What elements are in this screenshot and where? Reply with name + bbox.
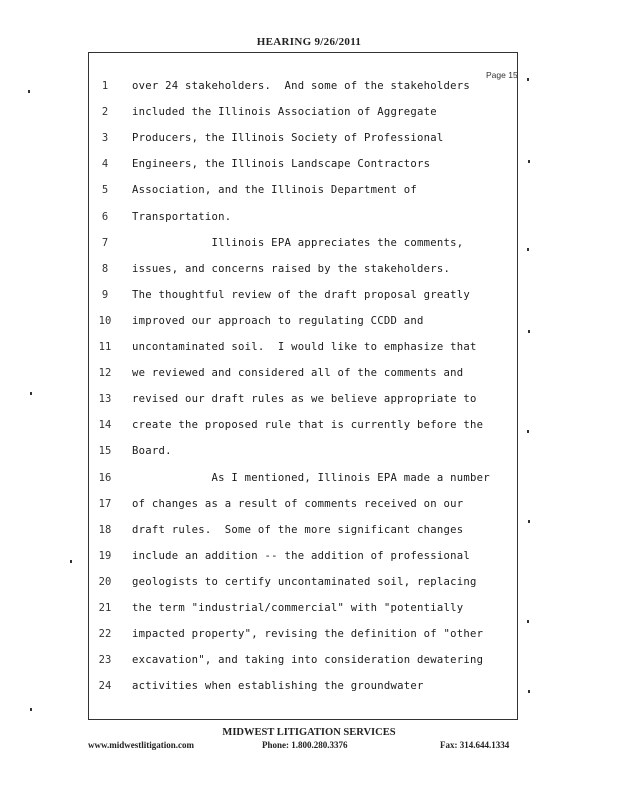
scan-speck xyxy=(527,78,529,81)
transcript-line: Transportation. xyxy=(132,210,232,223)
line-number: 16 xyxy=(98,471,112,484)
footer-fax: Fax: 314.644.1334 xyxy=(440,740,510,750)
transcript-line: create the proposed rule that is currently before the xyxy=(132,419,484,432)
line-number: 23 xyxy=(98,654,112,667)
line-number: 17 xyxy=(98,497,112,510)
line-number: 7 xyxy=(101,236,109,249)
line-number: 14 xyxy=(98,419,112,432)
line-number: 8 xyxy=(101,262,109,275)
line-number: 24 xyxy=(98,680,112,693)
scan-speck xyxy=(527,248,529,251)
line-number: 18 xyxy=(98,523,112,536)
line-number: 12 xyxy=(98,367,112,380)
line-number: 19 xyxy=(98,549,112,562)
line-number: 20 xyxy=(98,575,112,588)
transcript-line: over 24 stakeholders. And some of the stakeholders xyxy=(132,80,471,92)
scan-speck xyxy=(528,520,530,523)
line-number: 13 xyxy=(98,393,112,406)
line-number: 5 xyxy=(101,184,109,197)
transcript-line: impacted property", revising the definition of "other xyxy=(132,628,484,641)
scan-speck xyxy=(528,330,530,333)
transcript-line: Association, and the Illinois Department of xyxy=(132,184,418,197)
transcript-line: the term "industrial/commercial" with "potentially xyxy=(132,602,464,614)
line-number: 10 xyxy=(98,314,112,327)
transcript-line: Engineers, the Illinois Landscape Contractors xyxy=(132,158,431,171)
scan-speck xyxy=(528,690,530,693)
transcript-line: we reviewed and considered all of the comments and xyxy=(132,367,464,380)
line-number: 11 xyxy=(98,341,112,353)
transcript-line: draft rules. Some of the more significant changes xyxy=(132,523,464,536)
footer-phone: Phone: 1.800.280.3376 xyxy=(262,740,348,750)
line-number: 22 xyxy=(98,628,112,641)
transcript-frame xyxy=(88,52,518,720)
transcript-line: included the Illinois Association of Aggregate xyxy=(132,106,437,119)
line-number: 15 xyxy=(98,445,112,458)
transcript-line: As I mentioned, Illinois EPA made a number xyxy=(132,471,490,484)
transcript-line: include an addition -- the addition of professional xyxy=(132,549,471,562)
scan-speck xyxy=(527,620,529,623)
transcript-line: Illinois EPA appreciates the comments, xyxy=(132,236,464,249)
line-number: 9 xyxy=(101,288,109,301)
transcript-line: improved our approach to regulating CCDD and xyxy=(132,314,424,327)
line-number: 4 xyxy=(101,158,109,171)
scan-speck xyxy=(28,90,30,93)
transcript-line: activities when establishing the groundwater xyxy=(132,680,424,693)
line-number: 1 xyxy=(101,80,109,92)
footer-company: MIDWEST LITIGATION SERVICES xyxy=(222,727,396,738)
page-number: Page 15 xyxy=(486,70,518,80)
line-number: 3 xyxy=(101,132,109,145)
line-number: 2 xyxy=(101,106,109,119)
hearing-header: HEARING 9/26/2011 xyxy=(256,36,362,48)
line-number: 6 xyxy=(101,210,109,223)
transcript-line: Producers, the Illinois Society of Professional xyxy=(132,132,444,145)
scan-speck xyxy=(30,708,32,711)
scan-speck xyxy=(30,392,32,395)
scan-speck xyxy=(70,560,72,563)
transcript-line: issues, and concerns raised by the stakeholders. xyxy=(132,262,451,275)
line-number: 21 xyxy=(98,602,112,614)
footer-website: www.midwestlitigation.com xyxy=(88,740,194,750)
transcript-line: Board. xyxy=(132,445,172,458)
transcript-line: The thoughtful review of the draft proposal greatly xyxy=(132,288,471,301)
transcript-line: excavation", and taking into consideration dewatering xyxy=(132,654,484,667)
transcript-line: uncontaminated soil. I would like to emphasize that xyxy=(132,341,477,353)
transcript-line: geologists to certify uncontaminated soil, replacing xyxy=(132,575,477,588)
scan-speck xyxy=(527,430,529,433)
scan-speck xyxy=(528,160,530,163)
transcript-line: revised our draft rules as we believe appropriate to xyxy=(132,393,477,406)
transcript-line: of changes as a result of comments received on our xyxy=(132,497,464,510)
